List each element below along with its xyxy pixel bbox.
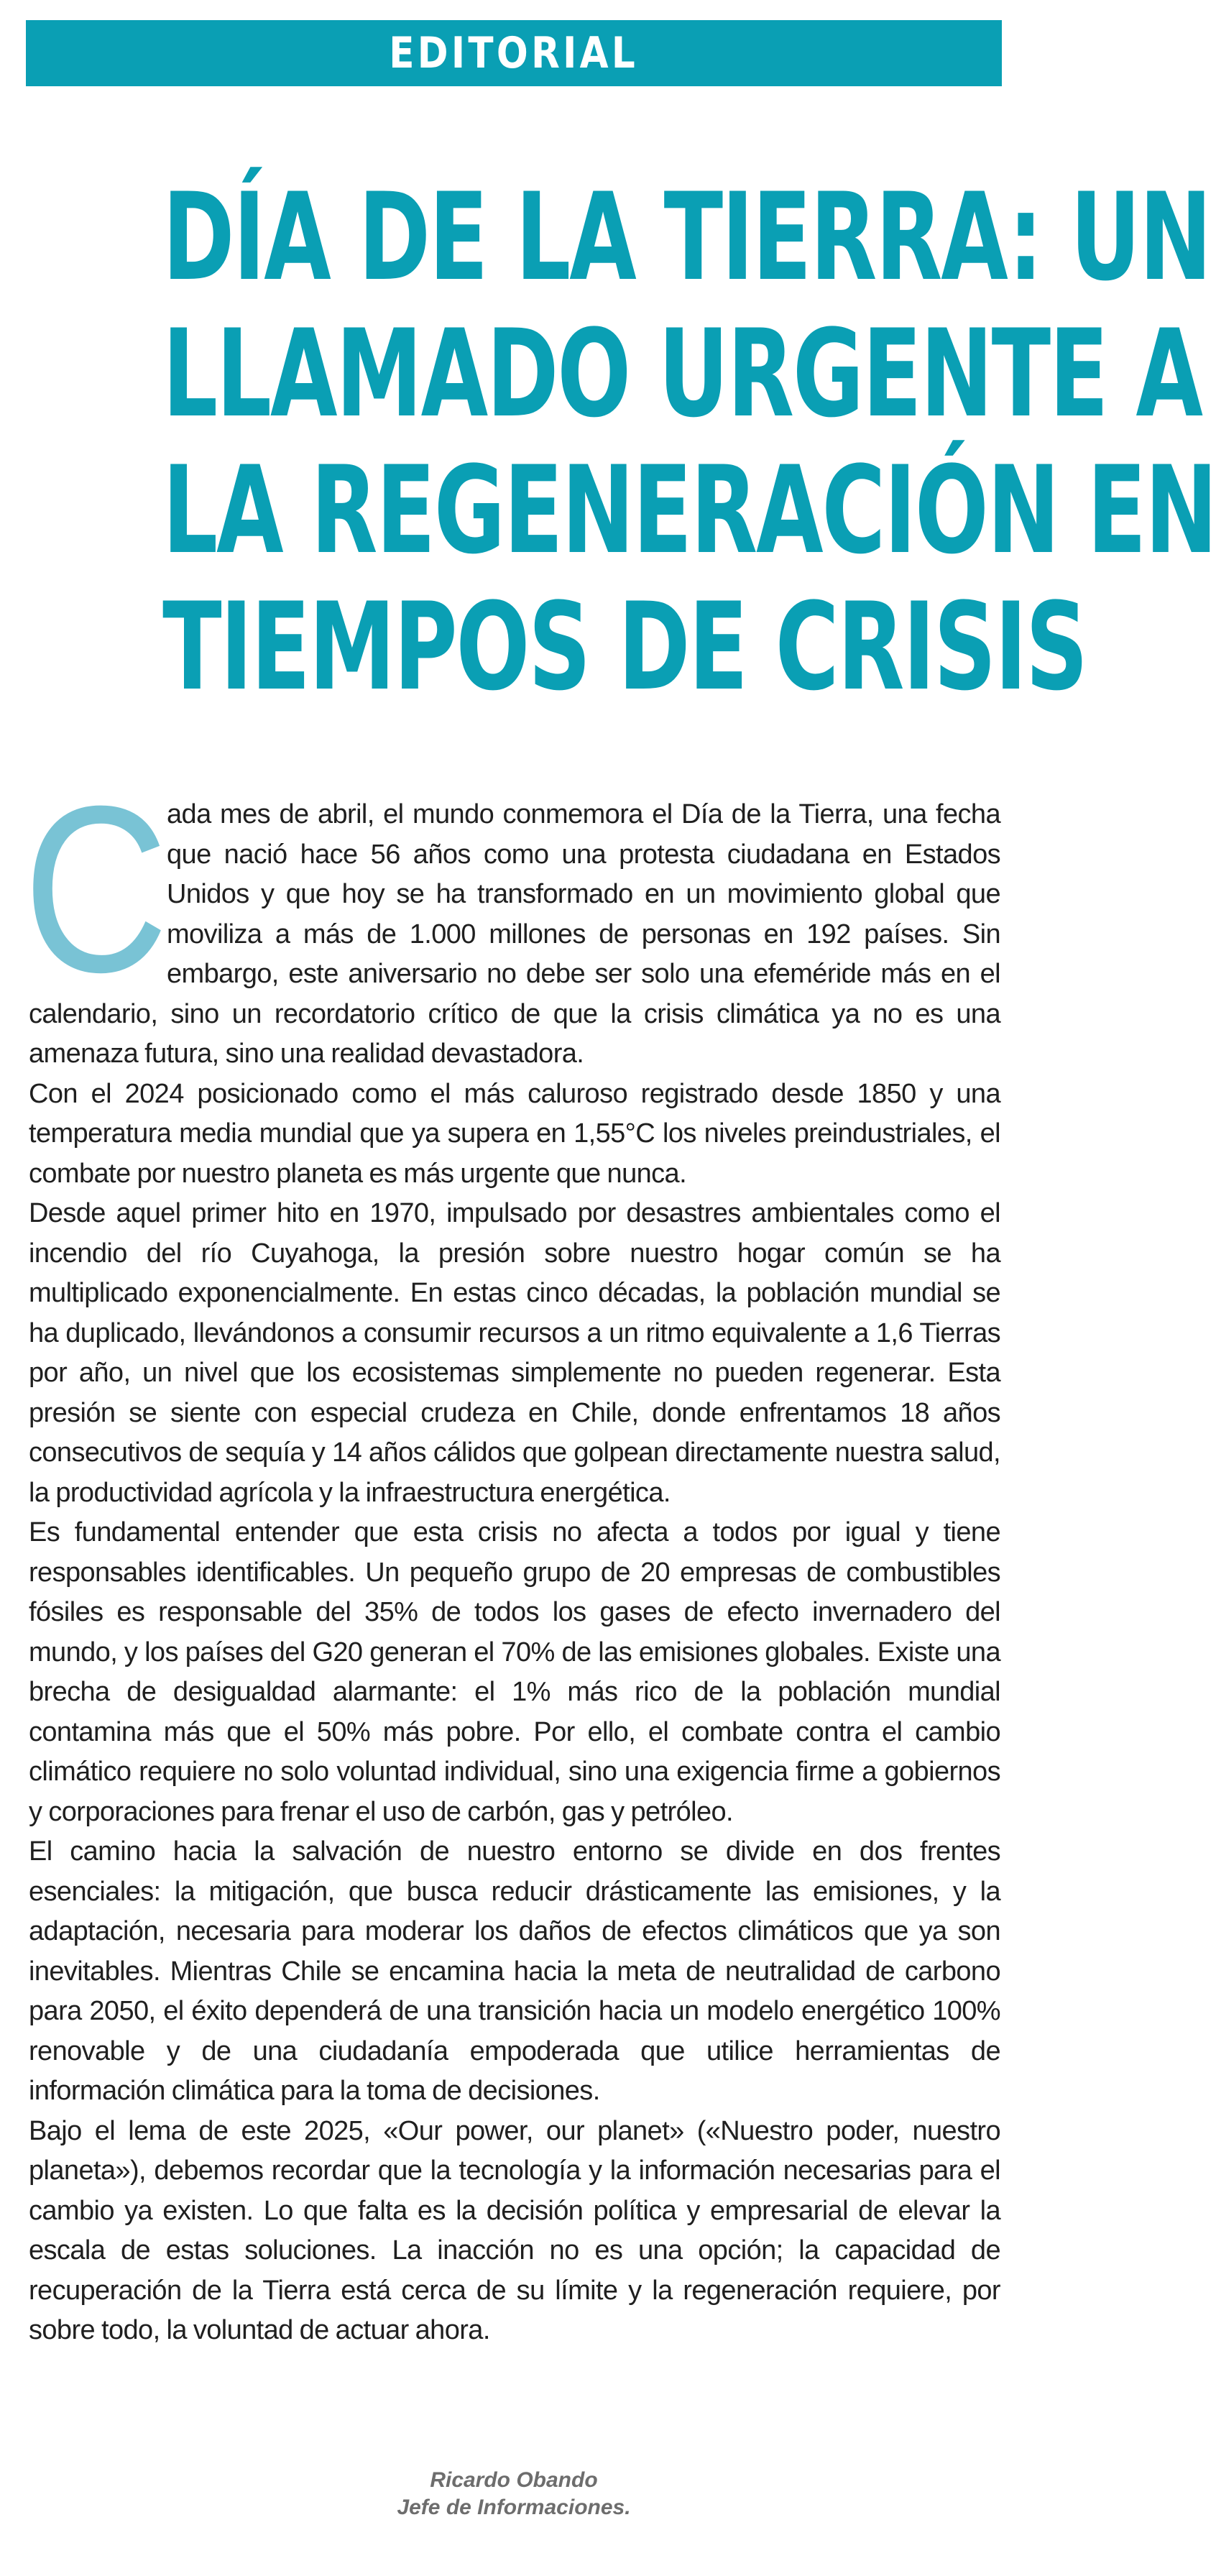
headline-line: LA REGENERACIÓN EN	[162, 440, 1216, 581]
headline-line: LLAMADO URGENTE A	[162, 303, 1202, 444]
article-paragraph: Es fundamental entender que esta crisis no afecta a todos por igual y tiene responsables identificables. Un pequeño grupo de 20 empresas de combustibles fósiles es responsable del 35% de todos los gases de efecto invernadero del mundo, y los países del G20 generan el 70% de las emisiones globales. Existe una brecha de desigualdad alarmante: el 1% más rico de la población mundial contamina más que el 50% más pobre. Por ello, el combate contra el cambio climático requiere no solo voluntad individual, sino una exigencia firme a gobiernos y corporaciones para frenar el uso de carbón, gas y petróleo.	[29, 1517, 1000, 1827]
author-role: Jefe de Informaciones.	[397, 2496, 631, 2519]
article-paragraph: Desde aquel primer hito en 1970, impulsado por desastres ambientales como el incendio del río Cuyahoga, la presión sobre nuestro hogar común se ha multiplicado exponencialmente. En estas cinco décadas, la población mundial se ha duplicado, llevándonos a consumir recursos a un ritmo equivalente a 1,6 Tierras por año, un nivel que los ecosistemas simplemente no pueden regenerar. Esta presión se siente con especial crudeza en Chile, donde enfrentamos 18 años consecutivos de sequía y 14 años cálidos que golpean directamente nuestra salud, la productividad agrícola y la infraestructura energética.	[29, 1198, 1000, 1508]
author-name: Ricardo Obando	[430, 2468, 598, 2492]
section-label: EDITORIAL	[389, 28, 639, 78]
article-body	[23, 756, 1000, 2351]
headline-line: TIEMPOS DE CRISIS	[162, 576, 1087, 717]
headline-line: DÍA DE LA TIERRA: UN	[162, 167, 1211, 308]
author-signature	[26, 2467, 1002, 2521]
article-paragraph: Con el 2024 posicionado como el más caluroso registrado desde 1850 y una temperatura media mundial que ya supera en 1,55°C los niveles preindustriales, el combate por nuestro planeta es más urgente que nunca.	[29, 1078, 1000, 1189]
section-banner	[26, 20, 1002, 86]
paragraph-text: ada mes de abril, el mundo conmemora el Día de la Tierra, una fecha que nació hace 56 años como una protesta ciudadana en Estados Unidos y que hoy se ha transformado en un movimiento global que moviliza a más de 1.000 millones de personas en 192 países. Sin embargo, este aniversario no debe ser solo una efeméride más en el calendario, sino un recordatorio crítico de que la crisis climática ya no es una amenaza futura, sino una realidad devastadora.	[29, 799, 1000, 1069]
article-paragraph: Bajo el lema de este 2025, «Our power, our planet» («Nuestro poder, nuestro planeta»), debemos recordar que la tecnología y la información necesarias para el cambio ya existen. Lo que falta es la decisión política y empresarial de elevar la escala de estas soluciones. La inacción no es una opción; la capacidad de recuperación de la Tierra está cerca de su límite y la regeneración requiere, por sobre todo, la voluntad de actuar ahora.	[29, 2115, 1000, 2345]
article-paragraph: El camino hacia la salvación de nuestro entorno se divide en dos frentes esenciales: la mitigación, que busca reducir drásticamente las emisiones, y la adaptación, necesaria para moderar los daños de efectos climáticos que ya son inevitables. Mientras Chile se encamina hacia la meta de neutralidad de carbono para 2050, el éxito dependerá de una transición hacia un modelo energético 100% renovable y de una ciudadanía empoderada que utilice herramientas de información climática para la toma de decisiones.	[29, 1836, 1000, 2106]
headline	[26, 167, 1216, 717]
article-paragraph	[23, 756, 1000, 1075]
drop-cap: C	[23, 756, 169, 1021]
